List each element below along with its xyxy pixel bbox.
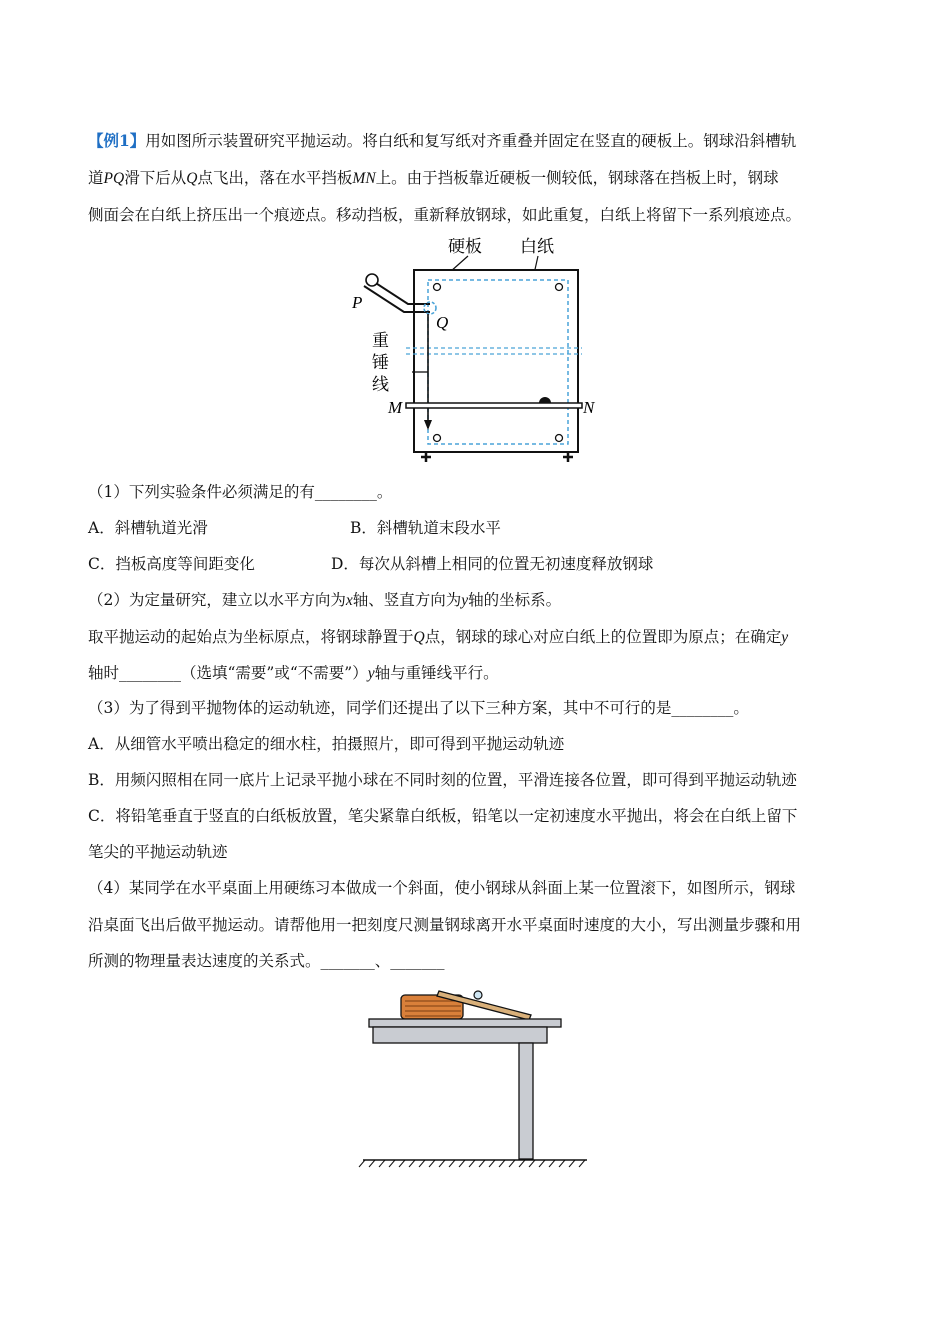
foot-right-icon [563,453,573,462]
table-leg [519,1043,533,1159]
label-paper: 白纸 [520,237,554,257]
pin-icon [434,435,441,442]
text-seg: 滑下后从 [124,169,187,187]
q3-option-a: A．从细管水平喷出稳定的细水柱，拍摄照片，即可得到平抛运动轨迹 [88,735,565,753]
label-q: Q [436,313,449,332]
example-line-3: 侧面会在白纸上挤压出一个痕迹点。移动挡板，重新释放钢球，如此重复，白纸上将留下一系列痕迹点。 [88,206,802,224]
text-seg: 上。由于挡板靠近硬板一侧较低，钢球落在挡板上时，钢球 [375,169,779,187]
var-x: x [345,592,353,609]
q2-line-2 [88,626,868,649]
q3-stem: （3）为了得到平抛物体的运动轨迹，同学们还提出了以下三种方案，其中不可行的是________。 [88,699,749,717]
q4-line-1: （4）某同学在水平桌面上用硬练习本做成一个斜面，使小钢球从斜面上某一位置滚下，如图所示，钢球 [88,879,796,897]
q1-option-b: B．斜槽轨道末段水平 [350,519,501,537]
apparatus-figure [340,232,600,468]
text-seg: 取平抛运动的起始点为坐标原点，将钢球静置于 [88,628,414,646]
text-seg: 轴时________（选填“需要”或“不需要”） [88,664,368,682]
var-q: Q [413,629,425,646]
q4-line-2: 沿桌面飞出后做平抛运动。请帮他用一把刻度尺测量钢球离开水平桌面时速度的大小，写出测量步骤和用 [88,916,802,934]
foot-left-icon [421,453,431,462]
text-seg: 轴、竖直方向为 [352,591,462,609]
text-seg: 道 [88,169,104,187]
var-y: y [367,665,375,682]
text-seg: 轴的坐标系。 [468,591,562,609]
hard-board [414,270,578,452]
label-plumb-3: 线 [372,375,389,395]
var-pq: PQ [103,170,125,187]
example-line-1 [88,130,868,152]
baffle-mn [406,403,582,408]
var-q: Q [186,170,198,187]
q1-option-d: D．每次从斜槽上相同的位置无初速度释放钢球 [331,555,654,573]
q1-option-a: A．斜槽轨道光滑 [88,519,208,537]
q3-option-b: B．用频闪照相在同一底片上记录平抛小球在不同时刻的位置，平滑连接各位置，即可得到平抛运动轨迹 [88,771,797,789]
q3-option-c-cont: 笔尖的平抛运动轨迹 [88,843,228,861]
q1-option-c: C．挡板高度等间距变化 [88,555,255,573]
label-plumb-1: 重 [372,331,389,351]
label-m: M [388,398,403,417]
var-mn: MN [352,170,376,187]
example-tag: 【例1】 [88,131,146,150]
label-n: N [583,398,595,417]
var-y: y [461,592,469,609]
ground-hatch [359,1160,585,1167]
label-board: 硬板 [448,237,482,257]
text-seg: （2）为定量研究，建立以水平方向为 [88,591,346,609]
label-p: P [352,293,363,312]
steel-ball-icon [474,991,482,999]
label-plumb-2: 锤 [372,353,389,373]
q1-stem: （1）下列实验条件必须满足的有________。 [88,483,393,501]
pin-icon [556,435,563,442]
pin-icon [556,284,563,291]
var-y: y [781,629,789,646]
q2-line-3 [88,662,868,685]
example-text-1: 用如图所示装置研究平抛运动。将白纸和复写纸对齐重叠并固定在竖直的硬板上。钢球沿斜槽轨 [145,132,797,150]
steel-ball-icon [366,274,378,286]
table-top [369,1019,561,1027]
table-apron [373,1027,547,1043]
q3-option-c: C．将铅笔垂直于竖直的白纸板放置，笔尖紧靠白纸板，铅笔以一定初速度水平抛出，将会在白纸上留下 [88,807,798,825]
example-line-2 [88,167,868,190]
text-seg: 点飞出，落在水平挡板 [197,169,353,187]
q2-line-1 [88,589,868,612]
table-figure [355,985,595,1170]
pin-icon [434,284,441,291]
text-seg: 轴与重锤线平行。 [374,664,499,682]
q4-line-3: 所测的物理量表达速度的关系式。_______、_______ [88,952,445,970]
text-seg: 点，钢球的球心对应白纸上的位置即为原点；在确定 [424,628,782,646]
